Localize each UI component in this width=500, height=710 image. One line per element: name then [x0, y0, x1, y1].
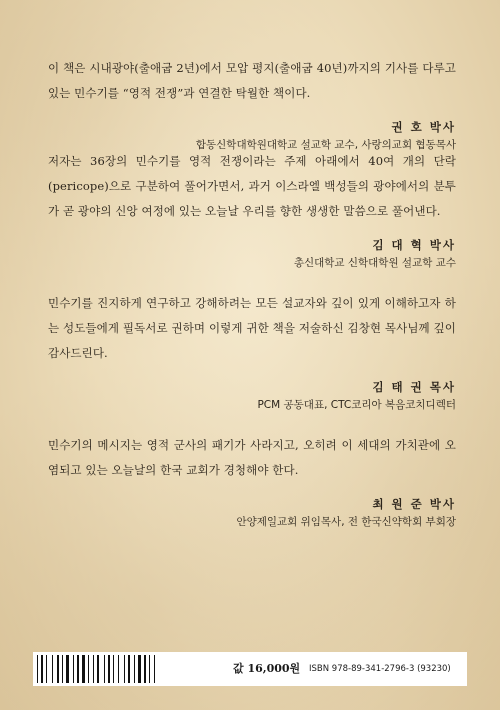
endorser-affiliation: PCM 공동대표, CTC코리아 복음코치디렉터	[257, 399, 456, 411]
endorser-affiliation: 총신대학교 신학대학원 설교학 교수	[293, 257, 456, 269]
barcode-bar	[57, 655, 59, 683]
endorsement-text: 저자는 36장의 민수기를 영적 전쟁이라는 주제 아래에서 40여 개의 단락(pericope)으로 구분하여 풀어가면서, 과거 이스라엘 백성들의 광야에서의 분투가 곧 광야의 신앙 여정에 있는 오늘날 우리를 향한 생생한 말씀으로 풀어낸다.	[48, 154, 456, 218]
endorser-affiliation: 안양제일교회 위임목사, 전 한국신약학회 부회장	[236, 516, 456, 528]
barcode-bar	[95, 655, 96, 683]
barcode-bar	[120, 655, 123, 683]
barcode-bar	[90, 655, 92, 683]
barcode-bar	[108, 655, 110, 683]
endorsement-text: 민수기의 메시지는 영적 군사의 패기가 사라지고, 오히려 이 세대의 가치관에 오염되고 있는 오늘날의 한국 교회가 경청해야 한다.	[48, 438, 456, 477]
endorsement-4	[48, 433, 456, 531]
barcode-bar	[82, 655, 85, 683]
barcode-bar	[66, 655, 69, 683]
barcode-bar	[86, 655, 87, 683]
barcode-bar	[142, 655, 143, 683]
price-label: 값 16,000원	[233, 662, 301, 675]
endorser-name: 김 대 혁 박사	[372, 238, 456, 252]
barcode-bar	[111, 655, 112, 683]
barcode-bar	[144, 655, 146, 683]
barcode-bar	[149, 655, 150, 683]
endorser-name: 최 원 준 박사	[372, 497, 456, 511]
barcode-bar	[77, 655, 79, 683]
barcode-bar	[97, 655, 99, 683]
barcode-graphic	[37, 655, 187, 683]
endorser-name: 권 호 박사	[391, 120, 456, 134]
barcode-bar	[147, 655, 148, 683]
barcode-bar	[54, 655, 56, 683]
barcode-bar	[131, 655, 133, 683]
barcode-bar	[39, 655, 40, 683]
barcode-bar	[106, 655, 107, 683]
barcode-bar	[62, 655, 63, 683]
barcode-bar	[44, 655, 45, 683]
barcode-bar	[138, 655, 141, 683]
barcode-bar	[113, 655, 114, 683]
barcode-bar	[126, 655, 127, 683]
endorsement-3	[48, 291, 456, 414]
barcode-bar	[41, 655, 43, 683]
barcode-bar	[100, 655, 103, 683]
barcode-bar	[151, 655, 153, 683]
barcode-bar	[64, 655, 65, 683]
barcode-bar	[118, 655, 119, 683]
barcode-bar	[70, 655, 72, 683]
barcode-bar	[128, 655, 130, 683]
endorsement-text: 민수기를 진지하게 연구하고 강해하려는 모든 설교자와 깊이 있게 이해하고자 하는 성도들에게 필독서로 권하며 이렇게 귀한 책을 저술하신 김창현 목사님께 깊이 감사드린다.	[48, 296, 456, 360]
barcode-bar	[115, 655, 117, 683]
isbn-price-bar	[33, 652, 467, 686]
barcode-bar	[136, 655, 137, 683]
endorsement-text: 이 책은 시내광야(출애굽 2년)에서 모압 평지(출애굽 40년)까지의 기사를 다루고 있는 민수기를 “영적 전쟁”과 연결한 탁월한 책이다.	[48, 61, 456, 100]
barcode-bar	[80, 655, 81, 683]
barcode-bar	[124, 655, 125, 683]
barcode-bar	[88, 655, 89, 683]
barcode-bar	[93, 655, 94, 683]
barcode-bar	[52, 655, 53, 683]
endorsement-2	[48, 149, 456, 272]
barcode-bar	[73, 655, 74, 683]
endorser-affiliation: 합동신학대학원대학교 설교학 교수, 사랑의교회 협동목사	[195, 139, 456, 151]
barcode-bar	[60, 655, 61, 683]
barcode-bar	[154, 655, 155, 683]
barcode-bar	[134, 655, 135, 683]
endorser-name: 김 태 권 목사	[372, 380, 456, 394]
barcode-bar	[104, 655, 105, 683]
isbn-label: ISBN 978-89-341-2796-3 (93230)	[309, 664, 451, 674]
barcode-bar	[156, 655, 157, 683]
barcode-bar	[37, 655, 38, 683]
endorsement-1	[48, 56, 456, 154]
barcode-bar	[75, 655, 76, 683]
barcode-bar	[46, 655, 47, 683]
barcode-bar	[48, 655, 51, 683]
